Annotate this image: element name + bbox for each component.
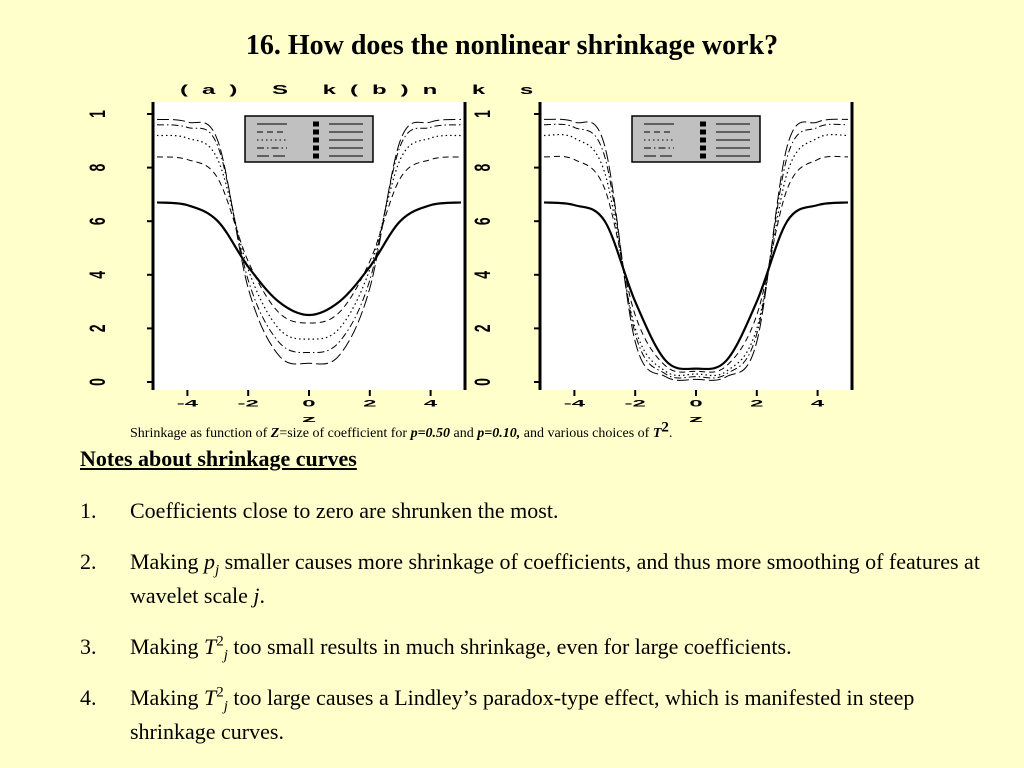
note-text: Making $T^2_j$ too large causes a Lindley’s paradox-type effect, which is manifested in steep shrinkage curves. [130,684,915,744]
caption-and-text: and [450,426,478,441]
y-tick-label: 4 [84,270,110,279]
x-axis-label: z [688,414,704,425]
notes-heading: Notes about shrinkage curves [80,446,357,471]
x-tick-label: -4 [176,397,199,409]
legend-marker [700,138,706,143]
note-number: 3. [80,634,97,659]
x-tick-label: 2 [750,397,764,409]
y-tick-label: 0 [469,378,495,386]
caption-size-text: =size of coefficient for [279,426,411,441]
legend-marker [313,138,319,143]
note-sup-2: 2 [216,684,224,701]
x-tick-label: -2 [624,397,646,409]
caption-p-first: p=0.50 [410,426,451,441]
legend-marker [313,146,319,151]
legend-marker [313,130,319,135]
x-axis-label: z [301,414,317,425]
x-tick-label: 0 [689,397,703,409]
legend-marker [700,146,706,151]
y-tick-label: 4 [469,270,495,279]
note-text: Making $T^2_j$ too small results in much shrinkage, even for large coefficients. [130,633,792,664]
legend-box [632,116,760,162]
note-var-j: j [253,583,260,608]
note-number: 4. [80,685,97,710]
note-text: Making $p_j$ smaller causes more shrinkage of coefficients, and thus more smoothing of features at wavelet scale j. [130,549,980,608]
y-tick-label: 1 [84,110,110,118]
slide-title: 16. How does the nonlinear shrinkage work? [245,30,779,61]
note-sub-j: j [214,562,220,579]
x-tick-label: -4 [563,397,586,409]
legend-marker [313,154,319,159]
caption-prefix: Shrinkage as function of [130,426,271,441]
note-var-t: T [203,634,217,659]
legend-box [245,116,373,162]
caption-z-variable: Z [270,426,280,441]
legend-marker [313,122,319,127]
figure-caption [130,419,890,442]
note-number: 1. [80,498,97,523]
y-tick-label: 6 [84,217,110,226]
legend-background [632,116,760,162]
note-var-p: p [203,549,215,574]
legend-marker [700,154,706,159]
y-tick-label: 2 [84,324,110,333]
note-var-t: T [203,685,217,710]
note-sub-j: j [223,647,228,664]
caption-t-variable: T [652,426,662,441]
note-sup-2: 2 [216,633,224,650]
x-tick-label: 4 [810,397,825,409]
y-tick-label: 8 [84,163,110,172]
y-tick-label: 1 [469,110,495,118]
caption-choices-text: and various choices of [520,426,653,441]
x-tick-label: 4 [423,397,438,409]
caption-p-second: p=0.10, [477,426,521,441]
chart-panel-b [470,102,852,424]
x-tick-label: 0 [302,397,316,409]
note-number: 2. [80,549,97,574]
chart-panel-a [85,102,465,424]
note-sub-j: j [223,698,228,715]
x-tick-label: 2 [363,397,377,409]
x-tick-label: -2 [237,397,259,409]
y-tick-label: 8 [469,163,495,172]
legend-marker [700,122,706,127]
note-text: Coefficients close to zero are shrunken the most. [130,498,559,523]
caption-t-superscript: 2 [661,419,669,436]
figure-header-text: (a) S k(b)n k s [180,82,548,98]
caption-end: . [668,426,673,441]
y-tick-label: 6 [469,217,495,226]
y-tick-label: 0 [84,378,110,386]
legend-background [245,116,373,162]
y-tick-label: 2 [469,324,495,333]
legend-marker [700,130,706,135]
